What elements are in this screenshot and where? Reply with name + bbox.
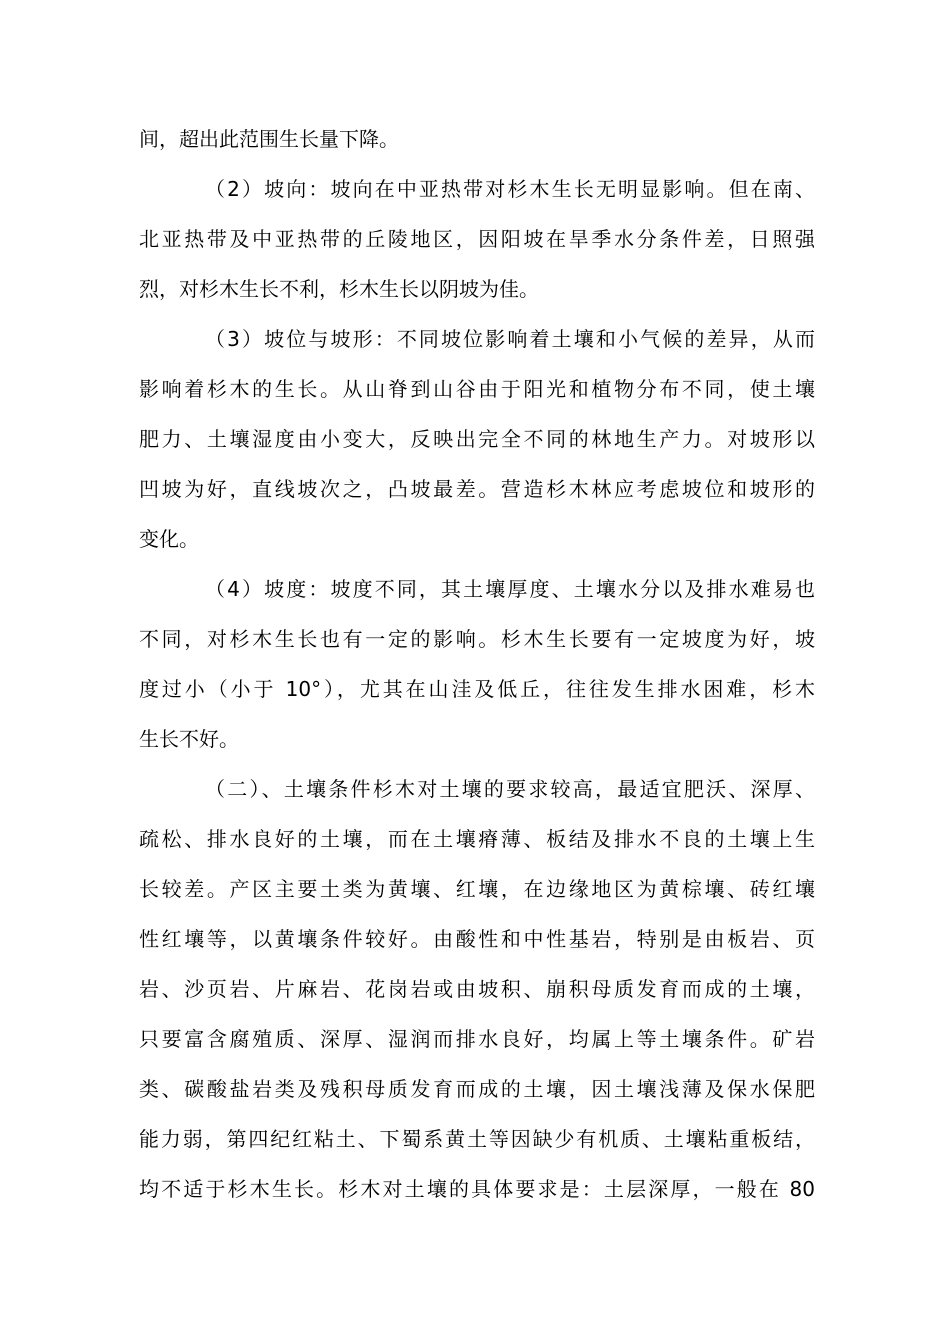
text-line: 岩、沙页岩、片麻岩、花岗岩或由坡积、崩积母质发育而成的土壤， — [139, 977, 815, 1001]
text-line: 凹坡为好，直线坡次之，凸坡最差。营造杉木林应考虑坡位和坡形的 — [139, 477, 815, 501]
document-body — [139, 114, 815, 1214]
paragraph-slope-aspect — [139, 164, 815, 314]
paragraph-soil-conditions — [139, 764, 815, 1214]
text-line: 长较差。产区主要土类为黄壤、红壤，在边缘地区为黄棕壤、砖红壤 — [139, 877, 815, 901]
text-line: 能力弱，第四纪红粘土、下蜀系黄土等因缺少有机质、土壤粘重板结， — [139, 1127, 815, 1151]
text-line: 疏松、排水良好的土壤，而在土壤瘠薄、板结及排水不良的土壤上生 — [139, 827, 815, 851]
text-line: 类、碳酸盐岩类及残积母质发育而成的土壤，因土壤浅薄及保水保肥 — [139, 1077, 815, 1101]
paragraph-continuation — [139, 114, 815, 164]
text-line: （3）坡位与坡形：不同坡位影响着土壤和小气候的差异，从而 — [205, 327, 815, 351]
text-line: 只要富含腐殖质、深厚、湿润而排水良好，均属上等土壤条件。矿岩 — [139, 1027, 815, 1051]
text-line: 均不适于杉木生长。杉木对土壤的具体要求是：土层深厚，一般在 80 — [139, 1177, 815, 1201]
paragraph-slope-gradient — [139, 564, 815, 764]
text-line: 烈，对杉木生长不利，杉木生长以阴坡为佳。 — [139, 277, 539, 301]
text-line: 度过小（小于 10°），尤其在山洼及低丘，往往发生排水困难，杉木 — [139, 677, 815, 701]
text-line: 生长不好。 — [139, 727, 239, 751]
text-line: （4）坡度：坡度不同，其土壤厚度、土壤水分以及排水难易也 — [205, 577, 815, 601]
text-line: （二）、土壤条件杉木对土壤的要求较高，最适宜肥沃、深厚、 — [205, 777, 815, 801]
text-line: （2）坡向：坡向在中亚热带对杉木生长无明显影响。但在南、 — [205, 177, 815, 201]
text-line: 变化。 — [139, 527, 199, 551]
text-line: 间，超出此范围生长量下降。 — [139, 127, 399, 151]
text-line: 不同，对杉木生长也有一定的影响。杉木生长要有一定坡度为好，坡 — [139, 627, 815, 651]
text-line: 北亚热带及中亚热带的丘陵地区，因阳坡在旱季水分条件差，日照强 — [139, 227, 815, 251]
text-line: 肥力、土壤湿度由小变大，反映出完全不同的林地生产力。对坡形以 — [139, 427, 815, 451]
paragraph-slope-position — [139, 314, 815, 564]
text-line: 性红壤等，以黄壤条件较好。由酸性和中性基岩，特别是由板岩、页 — [139, 927, 815, 951]
text-line: 影响着杉木的生长。从山脊到山谷由于阳光和植物分布不同，使土壤 — [139, 377, 815, 401]
